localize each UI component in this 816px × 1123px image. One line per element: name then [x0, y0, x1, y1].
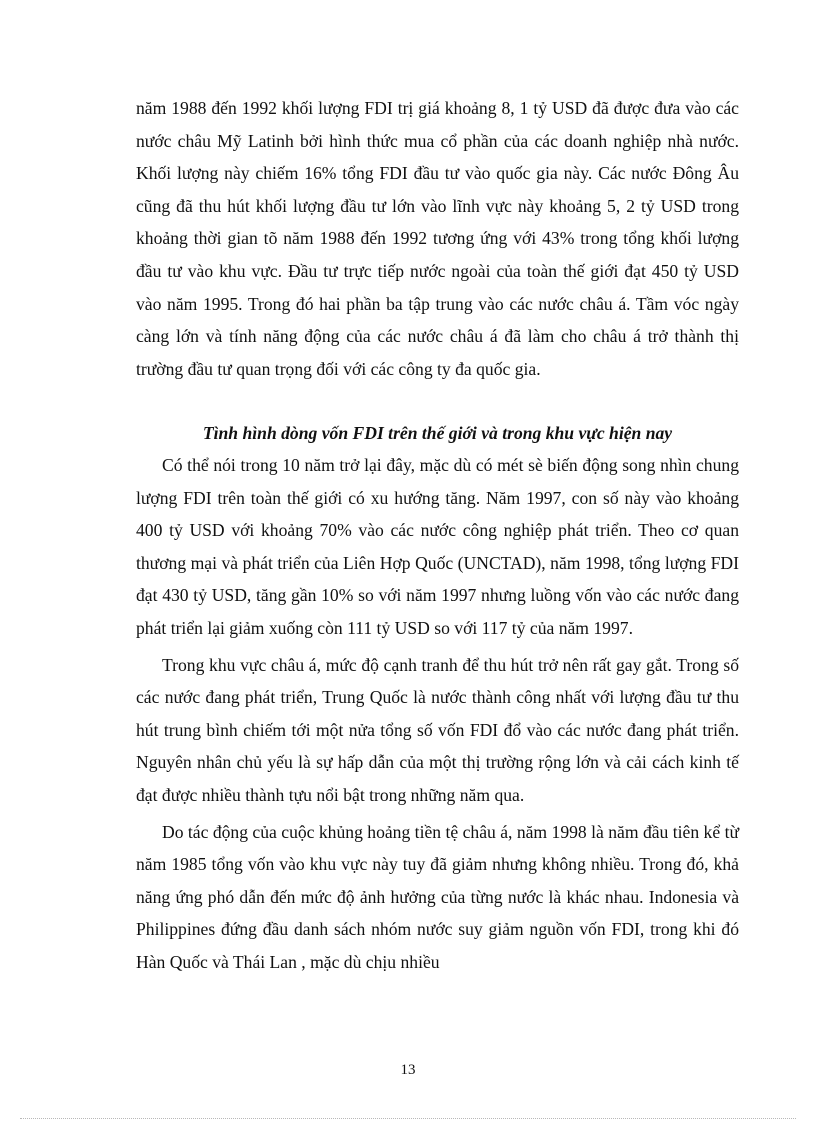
- paragraph-continuation: năm 1988 đến 1992 khối lượng FDI trị giá khoảng 8, 1 tỷ USD đã được đưa vào các nước châu Mỹ Latinh bởi hình thức mua cổ phần của các doanh nghiệp nhà nước. Khối lượng này chiếm 16% tổng FDI đầu tư vào quốc gia này. Các nước Đông Âu cũng đã thu hút khối lượng đầu tư lớn vào lĩnh vực này khoảng 5, 2 tỷ USD trong khoảng thời gian tõ năm 1988 đến 1992 tương ứng với 43% trong tổng khối lượng đầu tư vào khu vực. Đầu tư trực tiếp nước ngoài của toàn thế giới đạt 450 tỷ USD vào năm 1995. Trong đó hai phần ba tập trung vào các nước châu á. Tầm vóc ngày càng lớn và tính năng động của các nước châu á đã làm cho châu á trở thành thị trường đầu tư quan trọng đối với các công ty đa quốc gia.: [136, 98, 739, 379]
- section-body: [136, 449, 739, 979]
- section-heading: Tình hình dòng vốn FDI trên thế giới và trong khu vực hiện nay: [202, 423, 673, 443]
- paragraph-asia-competition: Trong khu vực châu á, mức độ cạnh tranh để thu hút trở nên rất gay gắt. Trong số các nước đang phát triển, Trung Quốc là nước thành công nhất với lượng đầu tư thu hút trung bình chiếm tới một nửa tổng số vốn FDI đổ vào các nước đang phát triển. Nguyên nhân chủ yếu là sự hấp dẫn của một thị trường rộng lớn và cải cách kinh tế đạt được nhiều thành tựu nổi bật trong những năm qua.: [136, 654, 739, 805]
- page-bottom-divider: [20, 1118, 796, 1119]
- paragraph-crisis-impact: Do tác động của cuộc khủng hoảng tiền tệ châu á, năm 1998 là năm đầu tiên kể từ năm 1985 tổng vốn vào khu vực này tuy đã giảm nhưng không nhiều. Trong đó, khả năng ứng phó dẫn đến mức độ ảnh hưởng của từng nước là khác nhau. Indonesia và Philippines đứng đầu danh sách nhóm nước suy giảm nguồn vốn FDI, trong khi đó Hàn Quốc và Thái Lan , mặc dù chịu nhiều: [136, 821, 739, 972]
- page-number: 13: [400, 1062, 416, 1078]
- paragraph-fdi-trend: Có thể nói trong 10 năm trở lại đây, mặc dù có mét sè biến động song nhìn chung lượng FDI trên toàn thế giới có xu hướng tăng. Năm 1997, con số này vào khoảng 400 tỷ USD với khoảng 70% vào các nước công nghiệp phát triển. Theo cơ quan thương mại và phát triển của Liên Hợp Quốc (UNCTAD), năm 1998, tổng lượng FDI đạt 430 tỷ USD, tăng gần 10% so với năm 1997 nhưng luồng vốn vào các nước đang phát triển lại giảm xuống còn 111 tỷ USD so với 117 tỷ của năm 1997.: [136, 455, 739, 638]
